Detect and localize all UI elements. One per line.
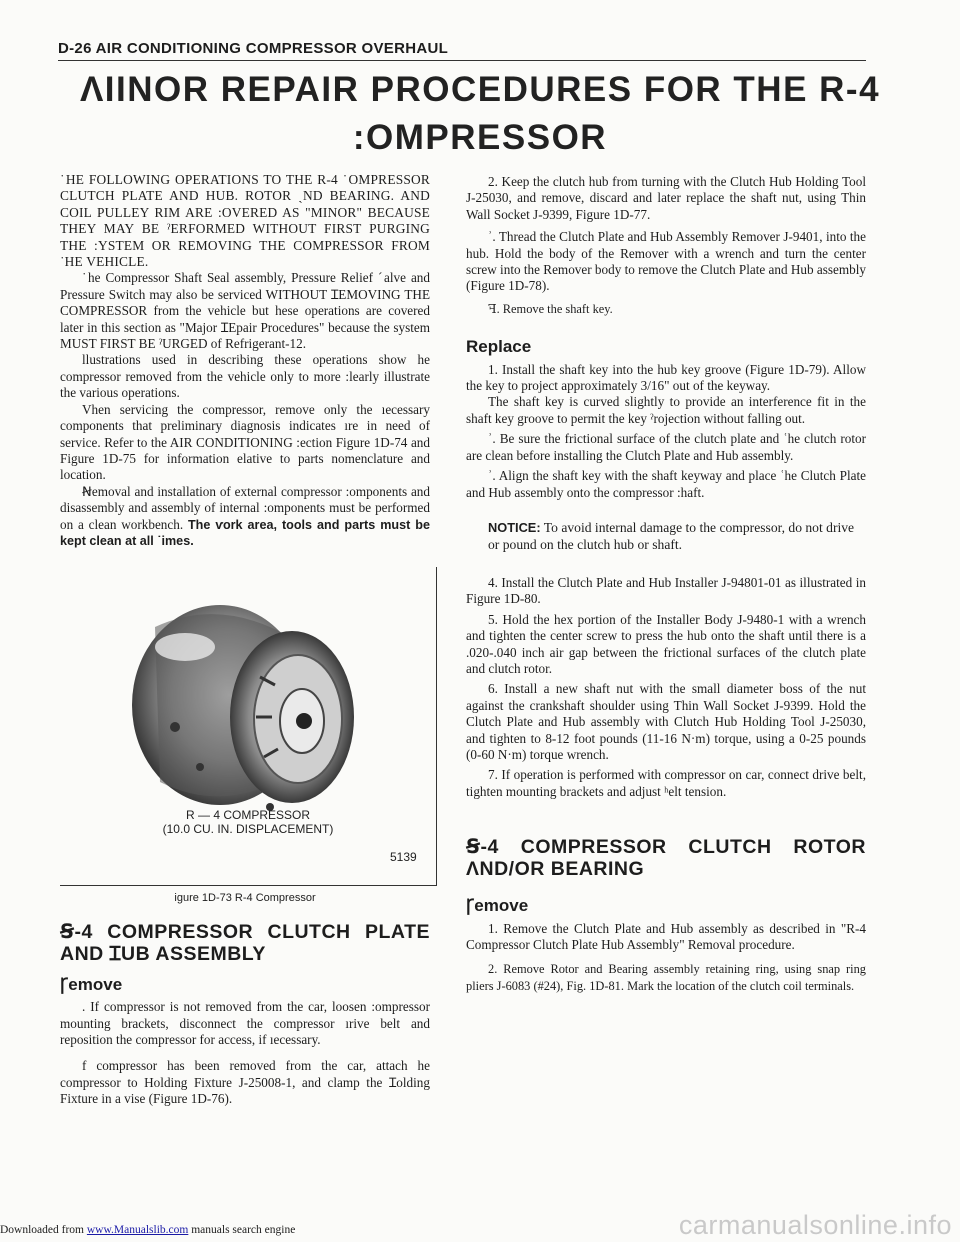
rotor-step-1: 1. Remove the Clutch Plate and Hub assembly as described in "R-4 Compressor Clutch Plate Hub Assembly" Removal procedure. bbox=[466, 920, 866, 952]
replace-step-4: 4. Install the Clutch Plate and Hub Installer J-94801-01 as illustrated in Figure 1D-80. bbox=[466, 574, 866, 607]
footer-suffix: manuals search engine bbox=[191, 1224, 296, 1236]
page-title: ɅIINOR REPAIR PROCEDURES FOR THE R-4 bbox=[79, 70, 881, 109]
figure-compressor bbox=[60, 567, 437, 886]
paragraph: llustrations used in describing these operations show he compressor removed from the vehicle only to more :learly illustrate the various operations. bbox=[60, 352, 430, 401]
notice-box bbox=[488, 519, 866, 553]
replace-step-5: 5. Hold the hex portion of the Installer Body J-9480-1 with a wrench and tighten the center screw to press the hub onto the shaft until there is a .020-.040 inch air gap between the frictional surfaces of the clutch plate and clutch rotor. bbox=[466, 611, 866, 676]
manualslib-link[interactable]: www.Manualslib.com bbox=[86, 1224, 189, 1236]
figure-caption: igure 1D-73 R-4 Compressor bbox=[174, 892, 316, 905]
figure-label-displacement: (10.0 CU. IN. DISPLACEMENT) bbox=[162, 822, 334, 837]
paragraph: ˙he Compressor Shaft Seal assembly, Pressure Relief ˊalve and Pressure Switch may also be serviced WITHOUT ꞮEMOVING THE COMPRESSOR from the vehicle but hese operations are covered later in this section as "Major ꞮEpair Procedures" because the system MUST FIRST BE ˀURGED of Refrigerant-12. bbox=[60, 270, 430, 352]
paragraph bbox=[60, 484, 430, 550]
paragraph: . If compressor is not removed from the car, loosen :ompressor mounting brackets, disconnect the compressor ırive belt and reposition the compressor for access, if ıecessary. bbox=[60, 999, 430, 1047]
right-column bbox=[466, 174, 866, 994]
workbench-text: Ꞥemoval and installation of external compressor :omponents and disassembly and assembly of internal :omponents must be performed on a clean workbench. bbox=[60, 483, 430, 532]
subheading-remove-rotor: Ꞅemove bbox=[466, 896, 529, 916]
step-2: 2. Keep the clutch hub from turning with the Clutch Hub Holding Tool J-25030, and remove, discard and later replace the shaft nut, using Thin Wall Socket J-9399, Figure 1D-77. bbox=[466, 174, 866, 222]
subheading-remove: Ꞅemove bbox=[60, 974, 123, 994]
replace-step-3: ʾ. Align the shaft key with the shaft keyway and place ʿhe Clutch Plate and Hub assembly onto the compressor :haft. bbox=[466, 468, 866, 500]
step-4: ꟻ. Remove the shaft key. bbox=[488, 301, 613, 316]
figure-number: 5139 bbox=[390, 850, 417, 865]
rotor-step-2: 2. Remove Rotor and Bearing assembly retaining ring, using snap ring pliers J-6083 (#24), Fig. 1D-81. Mark the location of the clutch coil terminals. bbox=[466, 962, 866, 993]
replace-step-6: 6. Install a new shaft nut with the small diameter boss of the nut against the crankshaft shoulder using Thin Wall Socket J-9399. Hold the Clutch Plate and Hub assembly with Clutch Hub Holding Tool J-25030, and tighten to 8-12 foot pounds (11-16 N·m) torque, using a 0-25 pounds (0-60 N·m) torque wrench. bbox=[466, 681, 866, 762]
footer-prefix: Downloaded from bbox=[0, 1224, 84, 1236]
notice-text: To avoid internal damage to the compressor, do not drive or pound on the clutch hub or shaft. bbox=[488, 519, 855, 552]
section-title-clutch-rotor: Ꞩ-4 COMPRESSOR CLUTCH ROTOR ɅND/OR BEARING bbox=[466, 836, 866, 881]
step-3: ʾ. Thread the Clutch Plate and Hub Assembly Remover J-9401, into the hub. Hold the body of the Remover with a wrench and turn the center screw into the Remover body to remove the Clutch Plate and Hub assembly (Figure 1D-78). bbox=[466, 229, 866, 294]
paragraph: Vhen servicing the compressor, remove only the ıecessary components that preliminary diagnosis indicates ıre in need of service. Refer to the AIR CONDITIONING :ection Figure 1D-74 and Figure 1D-75 for information elative to parts nomenclature and location. bbox=[60, 401, 430, 483]
left-column bbox=[60, 172, 430, 1108]
paragraph: The shaft key is curved slightly to provide an interference fit in the shaft key groove to permit the key ˀrojection without falling out. bbox=[466, 394, 866, 426]
figure-label: R — 4 COMPRESSOR bbox=[185, 808, 311, 823]
page-title-line2: :OMPRESSOR bbox=[352, 118, 608, 157]
subheading-replace: Replace bbox=[466, 337, 532, 357]
download-footer bbox=[0, 1224, 295, 1236]
compressor-image bbox=[60, 567, 436, 885]
replace-step-1: 1. Install the shaft key into the hub key groove (Figure 1D-79). Allow the key to project approximately 3/16" out of the keyway. bbox=[466, 361, 866, 394]
watermark: carmanualsonline.info bbox=[678, 1210, 952, 1240]
replace-step-7: 7. If operation is performed with compressor on car, connect drive belt, tighten mounting brackets and adjust ʰelt tension. bbox=[466, 767, 866, 799]
intro-paragraph: ˙HE FOLLOWING OPERATIONS TO THE R-4 ˙OMPRESSOR CLUTCH PLATE AND HUB. ROTOR ˎND BEARING. AND COIL PULLEY RIM ARE :OVERED AS "MINOR" BECAUSE THEY MAY BE ˀERFORMED WITHOUT FIRST PURGING THE :YSTEM OR REMOVING THE COMPRESSOR FROM ˙HE VEHICLE. bbox=[60, 172, 430, 270]
section-title-clutch-plate: Ꞩ-4 COMPRESSOR CLUTCH PLATE AND ꞮUB ASSEMBLY bbox=[60, 920, 430, 965]
paragraph: f compressor has been removed from the car, attach he compressor to Holding Fixture J-25008-1, and clamp the Ɪolding Fixture in a vise (Figure 1D-76). bbox=[60, 1058, 430, 1107]
cleanliness-warning: The ⱱork area, tools and parts must be kept clean at all ˙imes. bbox=[60, 517, 431, 548]
replace-step-2: ʾ. Be sure the frictional surface of the clutch plate and ʿhe clutch rotor are clean before installing the Clutch Plate and Hub assembly. bbox=[466, 431, 866, 463]
notice-label: NOTICE: bbox=[488, 519, 541, 535]
running-head: D-26 AIR CONDITIONING COMPRESSOR OVERHAUL bbox=[58, 40, 866, 61]
